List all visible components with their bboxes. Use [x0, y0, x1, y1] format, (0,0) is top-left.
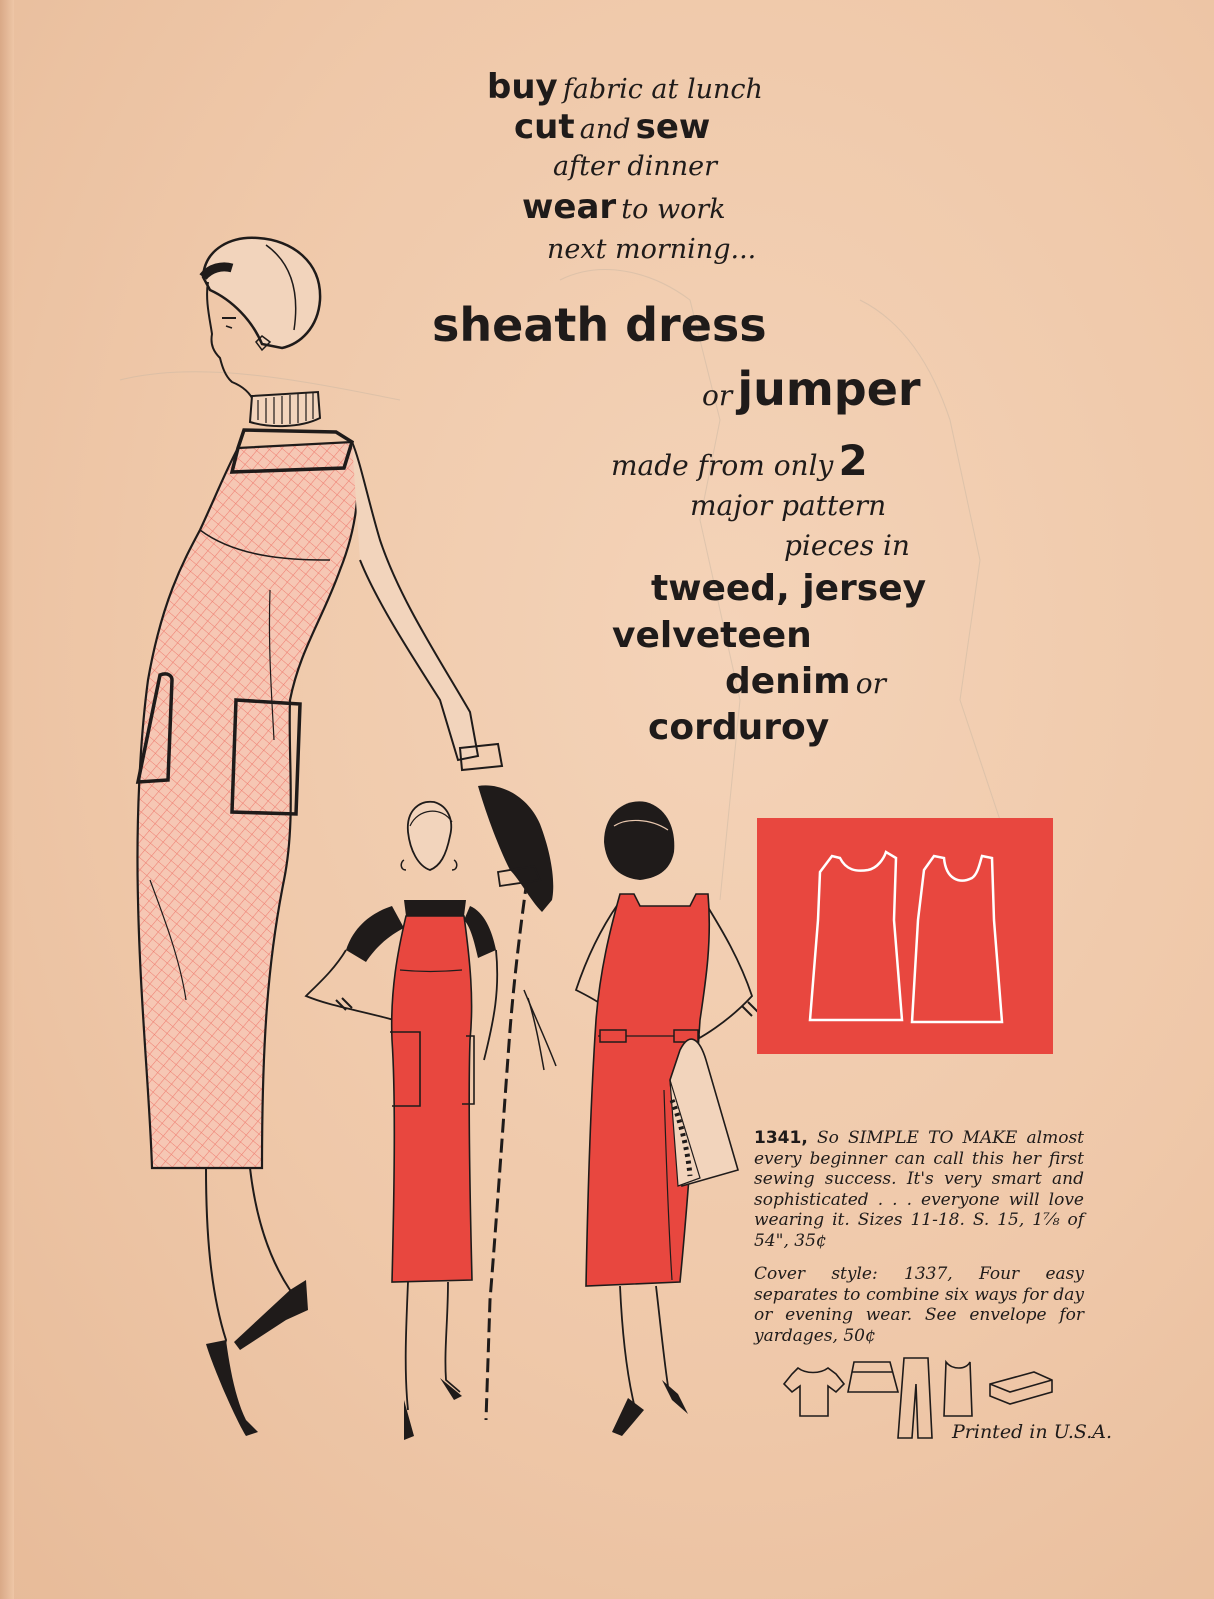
fabric-corduroy: corduroy — [648, 707, 830, 748]
made-from-line: made from only 2 — [611, 436, 868, 485]
headline-line-4: wear to work — [522, 187, 726, 227]
pattern-description — [754, 1128, 1084, 1251]
red-swatch — [757, 818, 1053, 1054]
pattern-number: 1341, — [754, 1128, 808, 1148]
title-sheath-dress: sheath dress — [432, 298, 767, 352]
headline-line-5: next morning... — [547, 234, 757, 265]
title-jumper-line: or jumper — [702, 362, 921, 416]
woman-jumper-front-illustration — [306, 802, 497, 1440]
headline-line-3: after dinner — [553, 151, 717, 182]
headline-line-1: buy fabric at lunch — [487, 67, 763, 107]
fabric-tweed-jersey: tweed, jersey — [651, 568, 927, 609]
headline-line-2: cut and sew — [514, 107, 711, 147]
printed-in-usa: Printed in U.S.A. — [952, 1421, 1113, 1443]
woman-jumper-back-illustration — [576, 801, 758, 1436]
fabric-denim-line: denim or — [725, 661, 887, 702]
pattern-description-text: So SIMPLE TO MAKE almost every beginner can call this her first sewing success. It's very smart and sophisticated . . . everyone will love wearing it. Sizes 11-18. S. 15, 1⅞ of 54", 35¢ — [754, 1128, 1084, 1251]
umbrella-icon — [486, 866, 556, 1420]
fabric-velveteen: velveteen — [612, 615, 812, 656]
pieces-in-line: pieces in — [784, 529, 910, 562]
woman-sheath-dress-illustration — [137, 238, 553, 1436]
major-pattern-line: major pattern — [690, 489, 887, 522]
cover-style-text: Cover style: 1337, Four easy separates to combine six ways for day or evening wear. See envelope for yardages, 50¢ — [754, 1264, 1084, 1346]
